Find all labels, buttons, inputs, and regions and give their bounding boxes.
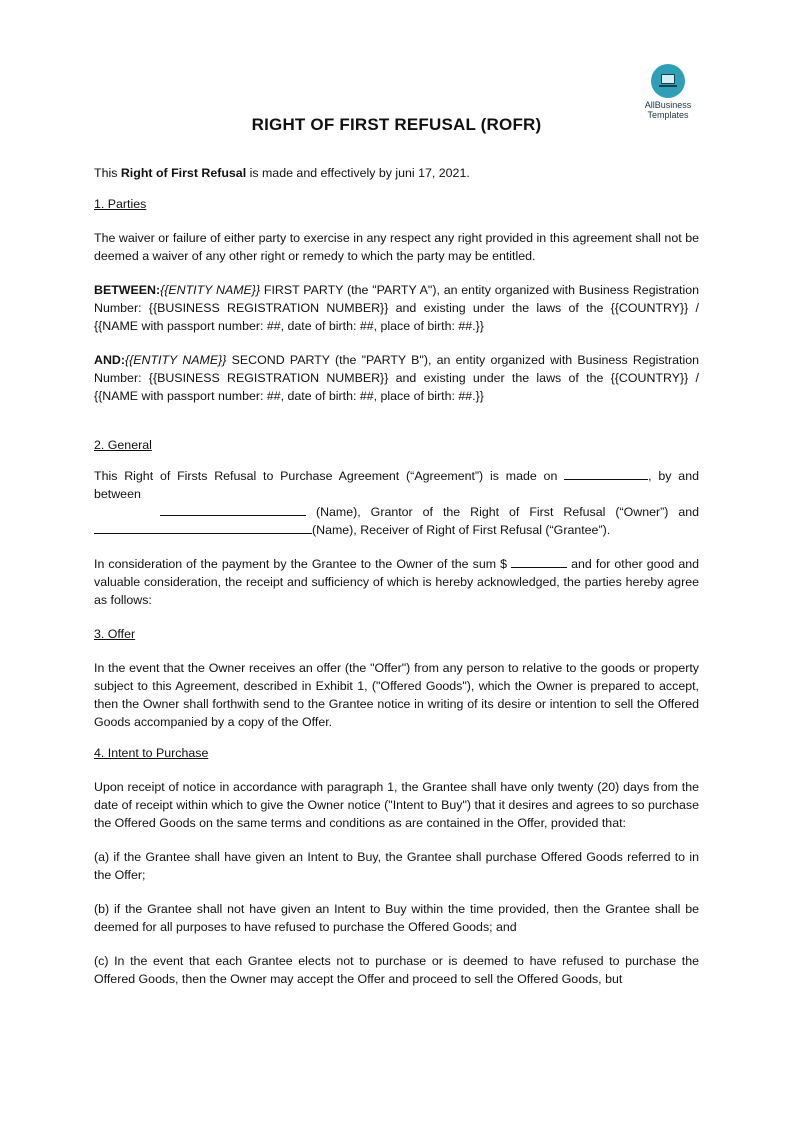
general-paragraph (94, 467, 699, 539)
section-heading-intent: 4. Intent to Purchase (94, 746, 209, 760)
consideration-paragraph: In consideration of the payment by the Grantee to the Owner of the sum $ and for other good and valuable consideration, the receipt and sufficiency of which is hereby acknowledged, the parties hereby agree as follows: (94, 557, 700, 607)
general-line-1: This Right of Firsts Refusal to Purchase Agreement (“Agreement”) is made on , by and between (94, 469, 699, 501)
offer-paragraph: In the event that the Owner receives an offer (the "Offer") from any person to relative to the goods or property subject to this Agreement, described in Exhibit 1, ("Offered Goods"), which the Owner is prepared to accept, then the Owner shall forthwith send to the Grantee notice in writing of its desire or intention to sell the Offered Goods accompanied by a copy of the Offer. (94, 661, 699, 729)
sum-blank[interactable] (511, 555, 567, 568)
logo-text: AllBusiness Templates (644, 100, 692, 120)
section-heading-general: 2. General (94, 438, 152, 452)
section-heading-parties: 1. Parties (94, 197, 147, 211)
laptop-icon (651, 64, 685, 98)
general-line-2: (Name), Grantor of the Right of First Refusal (“Owner”) and (94, 503, 699, 521)
document-title: RIGHT OF FIRST REFUSAL (ROFR) (251, 115, 542, 134)
document-body (94, 164, 699, 988)
date-blank[interactable] (564, 467, 648, 480)
and-paragraph: AND:{{ENTITY NAME}} SECOND PARTY (the "PARTY B"), an entity organized with Business Registration Number: {{BUSINESS REGISTRATION NUMBER}} and existing under the laws of the {{COUNTRY}} / {{NAME with passport number: ##, date of birth: ##, place of birth: ##.}} (94, 353, 699, 403)
clause-b: (b) if the Grantee shall not have given an Intent to Buy within the time provided, then the Grantee shall be deemed for all purposes to have refused to purchase the Offered Goods; and (94, 902, 699, 934)
section-heading-offer: 3. Offer (94, 627, 136, 641)
brand-logo (638, 64, 698, 120)
clause-c: (c) In the event that each Grantee elects not to purchase or is deemed to have refused to purchase the Offered Goods, then the Owner may accept the Offer and proceed to sell the Offered Goods, but (94, 954, 699, 986)
clause-a: (a) if the Grantee shall have given an Intent to Buy, the Grantee shall purchase Offered Goods referred to in the Offer; (94, 850, 699, 882)
waiver-paragraph: The waiver or failure of either party to exercise in any respect any right provided in this agreement shall not be deemed a waiver of any other right or remedy to which the party may be entitled. (94, 231, 699, 263)
owner-name-blank[interactable] (160, 503, 306, 516)
intro-paragraph: This Right of First Refusal is made and effectively by juni 17, 2021. (94, 166, 470, 180)
general-line-3: (Name), Receiver of Right of First Refusal (“Grantee”). (94, 521, 699, 539)
between-paragraph: BETWEEN:{{ENTITY NAME}} FIRST PARTY (the "PARTY A"), an entity organized with Business Registration Number: {{BUSINESS REGISTRATION NUMBER}} and existing under the laws of the {{COUNTRY}} / {{NAME with passport number: ##, date of birth: ##, place of birth: ##.}} (94, 283, 699, 333)
grantee-name-blank[interactable] (94, 521, 312, 534)
intent-paragraph: Upon receipt of notice in accordance with paragraph 1, the Grantee shall have only twenty (20) days from the date of receipt within which to give the Owner notice ("Intent to Buy") that it desires and agrees to so purchase the Offered Goods on the same terms and conditions as are contained in the Offer, provided that: (94, 780, 699, 830)
